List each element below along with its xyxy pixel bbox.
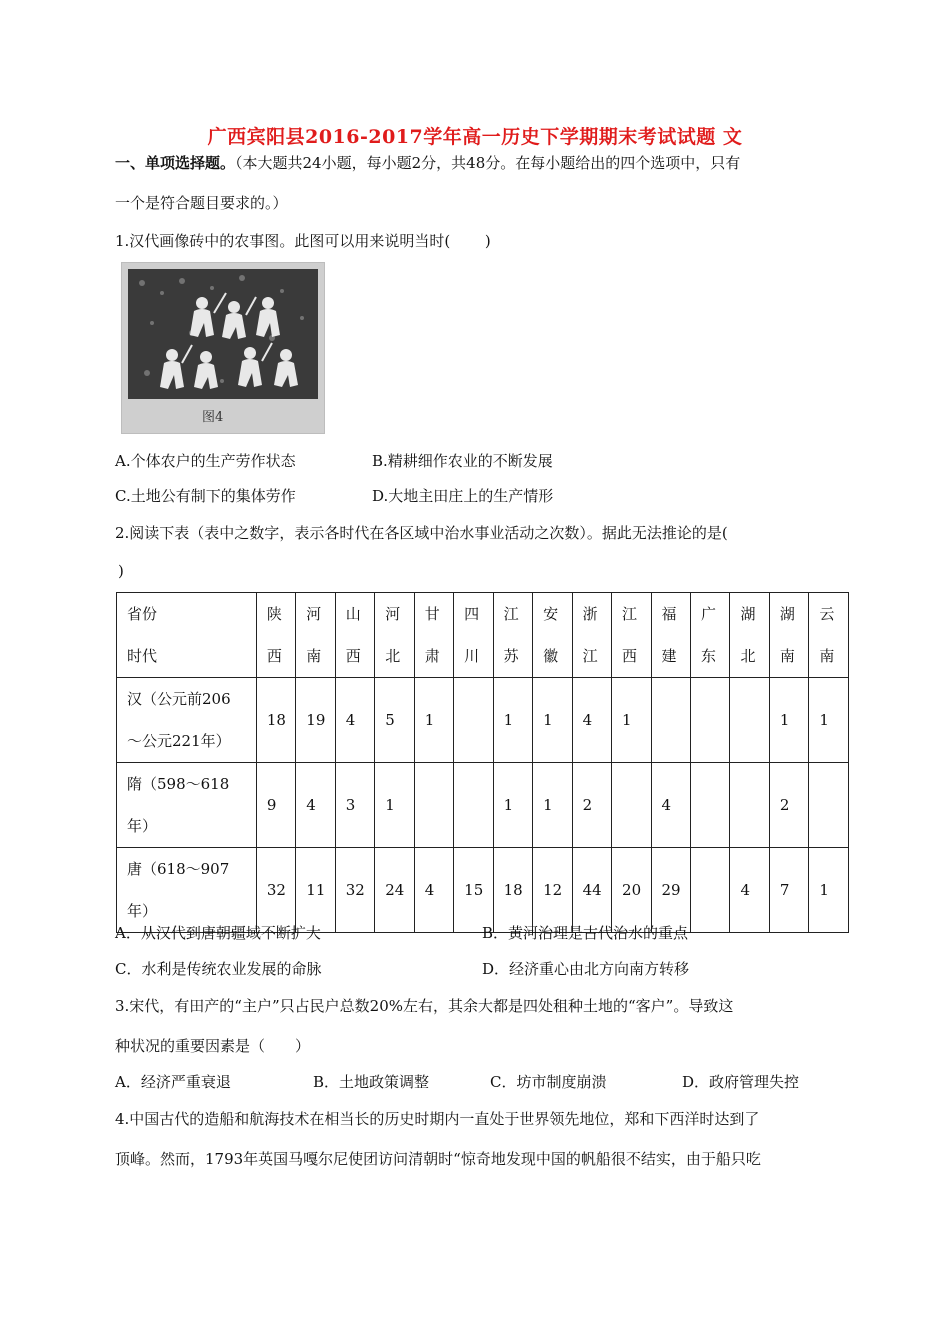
section-instruction-cont: 一个是符合题目要求的。） xyxy=(115,194,288,212)
question-2-stem: 2.阅读下表（表中之数字，表示各时代在各区域中治水事业活动之次数）。据此无法推论的是( xyxy=(115,524,728,542)
era-cell: 隋（598～618 年） xyxy=(117,763,257,848)
province-header: 云 南 xyxy=(809,593,849,678)
table-cell: 1 xyxy=(809,848,849,933)
province-header: 甘 肃 xyxy=(414,593,453,678)
table-header-row xyxy=(117,593,849,678)
table-cell: 4 xyxy=(414,848,453,933)
table-row-sui xyxy=(117,763,849,848)
province-header: 湖 北 xyxy=(730,593,769,678)
province-header: 浙 江 xyxy=(572,593,611,678)
table-cell: 4 xyxy=(335,678,374,763)
table-cell xyxy=(690,678,729,763)
era-cell: 唐（618～907 年） xyxy=(117,848,257,933)
table-cell: 15 xyxy=(454,848,493,933)
table-cell: 20 xyxy=(612,848,651,933)
q1-option-a[interactable]: A.个体农户的生产劳作状态 xyxy=(115,452,296,470)
province-header: 广 东 xyxy=(690,593,729,678)
table-cell: 12 xyxy=(533,848,572,933)
table-cell: 1 xyxy=(414,678,453,763)
table-cell: 7 xyxy=(769,848,808,933)
table-cell: 4 xyxy=(296,763,335,848)
table-cell: 19 xyxy=(296,678,335,763)
q2-option-a[interactable]: A．从汉代到唐朝疆域不断扩大 xyxy=(115,924,321,942)
table-cell xyxy=(454,678,493,763)
table-cell xyxy=(730,678,769,763)
province-header: 四 川 xyxy=(454,593,493,678)
table-cell: 2 xyxy=(769,763,808,848)
table-cell: 2 xyxy=(572,763,611,848)
table-cell: 3 xyxy=(335,763,374,848)
table-cell: 1 xyxy=(809,678,849,763)
table-cell: 18 xyxy=(256,678,295,763)
province-header: 福 建 xyxy=(651,593,690,678)
figure-caption: 图4 xyxy=(202,410,224,425)
table-cell: 1 xyxy=(493,678,532,763)
q2-option-b[interactable]: B．黄河治理是古代治水的重点 xyxy=(482,924,689,942)
section-intro xyxy=(115,152,740,173)
section-heading: 一、单项选择题。 xyxy=(115,154,236,172)
table-cell xyxy=(414,763,453,848)
table-cell: 1 xyxy=(769,678,808,763)
corner-cell: 省份 时代 xyxy=(117,593,257,678)
table-cell: 18 xyxy=(493,848,532,933)
table-cell: 32 xyxy=(256,848,295,933)
table-cell xyxy=(690,848,729,933)
question-4-stem: 4.中国古代的造船和航海技术在相当长的历史时期内一直处于世界领先地位，郑和下西洋时达到了 xyxy=(115,1110,760,1128)
table-cell: 29 xyxy=(651,848,690,933)
question-4-stem-cont: 顶峰。然而，1793年英国马嘎尔尼使团访问清朝时“惊奇地发现中国的帆船很不结实，由于船只吃 xyxy=(115,1150,761,1168)
province-header: 安 徽 xyxy=(533,593,572,678)
table-cell xyxy=(730,763,769,848)
document-title: 广西宾阳县2016-2017学年高一历史下学期期末考试试题 文 xyxy=(207,126,743,148)
table-cell xyxy=(454,763,493,848)
section-instruction: （本大题共24小题，每小题2分，共48分。在每小题给出的四个选项中，只有 xyxy=(235,154,741,172)
table-cell: 1 xyxy=(493,763,532,848)
province-header: 江 苏 xyxy=(493,593,532,678)
question-3-stem: 3.宋代，有田产的“主户”只占民户总数20%左右，其余大都是四处租种土地的“客户”。导致这 xyxy=(115,997,734,1015)
province-header: 河 南 xyxy=(296,593,335,678)
table-cell xyxy=(690,763,729,848)
table-row-tang xyxy=(117,848,849,933)
table-cell xyxy=(651,678,690,763)
table-cell: 32 xyxy=(335,848,374,933)
province-header: 湖 南 xyxy=(769,593,808,678)
q3-option-c[interactable]: C．坊市制度崩溃 xyxy=(490,1073,607,1091)
era-cell: 汉（公元前206 ～公元221年） xyxy=(117,678,257,763)
q1-option-c[interactable]: C.土地公有制下的集体劳作 xyxy=(115,487,296,505)
q3-option-d[interactable]: D．政府管理失控 xyxy=(682,1073,800,1091)
province-header: 河 北 xyxy=(375,593,414,678)
table-cell xyxy=(612,763,651,848)
table-cell: 24 xyxy=(375,848,414,933)
q2-option-d[interactable]: D．经济重心由北方向南方转移 xyxy=(482,960,690,978)
table-cell: 9 xyxy=(256,763,295,848)
q2-option-c[interactable]: C．水利是传统农业发展的命脉 xyxy=(115,960,322,978)
table-cell xyxy=(809,763,849,848)
table-cell: 1 xyxy=(375,763,414,848)
table-cell: 4 xyxy=(651,763,690,848)
q1-option-d[interactable]: D.大地主田庄上的生产情形 xyxy=(372,487,554,505)
water-works-table xyxy=(116,592,849,933)
province-header: 江 西 xyxy=(612,593,651,678)
table-cell: 1 xyxy=(533,763,572,848)
q3-option-b[interactable]: B．土地政策调整 xyxy=(313,1073,430,1091)
table-cell: 44 xyxy=(572,848,611,933)
farming-brick-relief-image xyxy=(121,262,325,434)
q1-option-b[interactable]: B.精耕细作农业的不断发展 xyxy=(372,452,553,470)
question-1-stem: 1.汉代画像砖中的农事图。此图可以用来说明当时( ) xyxy=(115,232,491,250)
table-cell: 1 xyxy=(612,678,651,763)
table-row-han xyxy=(117,678,849,763)
province-header: 山 西 xyxy=(335,593,374,678)
province-header: 陕 西 xyxy=(256,593,295,678)
q3-option-a[interactable]: A．经济严重衰退 xyxy=(115,1073,231,1091)
table-cell: 4 xyxy=(730,848,769,933)
table-cell: 11 xyxy=(296,848,335,933)
question-3-stem-cont: 种状况的重要因素是（ ） xyxy=(115,1037,311,1055)
table-cell: 5 xyxy=(375,678,414,763)
table-cell: 4 xyxy=(572,678,611,763)
question-2-stem-cont: ) xyxy=(118,562,124,580)
table-cell: 1 xyxy=(533,678,572,763)
